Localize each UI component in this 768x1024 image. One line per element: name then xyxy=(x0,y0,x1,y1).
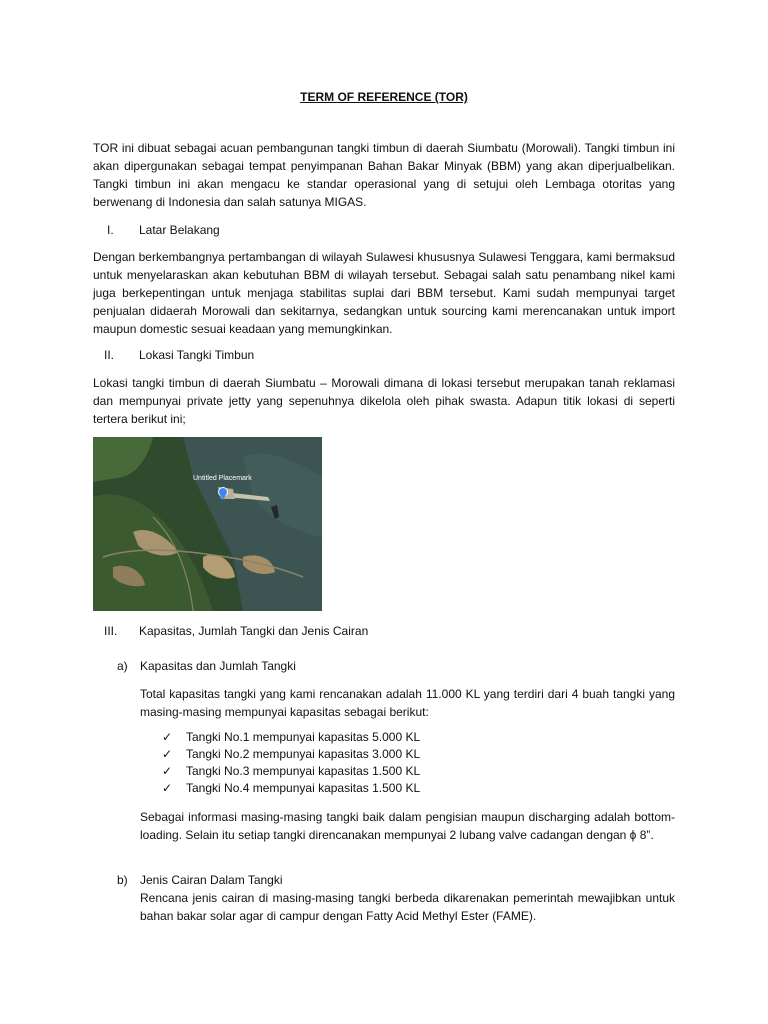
section-1-title: Latar Belakang xyxy=(139,223,220,237)
check-icon: ✓ xyxy=(162,764,173,778)
document-title: TERM OF REFERENCE (TOR) xyxy=(300,90,468,104)
section-1-body: Dengan berkembangnya pertambangan di wilayah Sulawesi khususnya Sulawesi Tenggara, kami bermaksud untuk menyelaraskan akan kebutuhan BBM di wilayah tersebut. Sebagai salah satu penambang nikel kami juga berkepentingan untuk menjaga stabilitas suplai dari BBM tersebut. Kami sudah mempunyai target penjualan didaerah Morowali dan sekitarnya, sedangkan untuk sourcing kami merencanakan untuk import maupun domestic sesuai keadaan yang memungkinkan. xyxy=(93,250,675,336)
section-1-number: I. xyxy=(107,223,114,237)
subsection-a-letter: a) xyxy=(117,659,128,673)
section-3-title: Kapasitas, Jumlah Tangki dan Jenis Cairan xyxy=(139,624,369,638)
section-2-title: Lokasi Tangki Timbun xyxy=(139,348,255,362)
section-2-body: Lokasi tangki timbun di daerah Siumbatu – Morowali dimana di lokasi tersebut merupakan tanah reklamasi dan mempunyai private jetty yang sepenuhnya dikelola oleh pihak swasta. Adapun titik lokasi di seperti tertera berikut ini; xyxy=(93,376,675,426)
section-2-number: II. xyxy=(104,348,115,362)
check-icon: ✓ xyxy=(162,781,173,795)
subsection-a-title: Kapasitas dan Jumlah Tangki xyxy=(140,659,296,673)
subsection-a-note: Sebagai informasi masing-masing tangki baik dalam pengisian maupun discharging adalah bottom-loading. Selain itu setiap tangki direncanakan mempunyai 2 lubang valve cadangan dengan ϕ 8”. xyxy=(140,810,675,842)
subsection-b-body: Rencana jenis cairan di masing-masing tangki berbeda dikarenakan pemerintah mewajibkan untuk bahan bakar solar agar di campur dengan Fatty Acid Methyl Ester (FAME). xyxy=(140,891,675,923)
list-item xyxy=(162,780,420,797)
check-icon: ✓ xyxy=(162,747,173,761)
tank-1-capacity: Tangki No.1 mempunyai kapasitas 5.000 KL xyxy=(186,730,421,744)
list-item xyxy=(162,763,420,780)
check-icon: ✓ xyxy=(162,730,173,744)
tank-2-capacity: Tangki No.2 mempunyai kapasitas 3.000 KL xyxy=(186,747,421,761)
subsection-b-title: Jenis Cairan Dalam Tangki xyxy=(140,873,283,887)
map-placemark-label: Untitled Placemark xyxy=(193,475,252,482)
list-item xyxy=(162,746,420,763)
tank-3-capacity: Tangki No.3 mempunyai kapasitas 1.500 KL xyxy=(186,764,421,778)
intro-paragraph: TOR ini dibuat sebagai acuan pembangunan tangki timbun di daerah Siumbatu (Morowali). Tangki timbun ini akan dipergunakan sebagai tempat penyimpanan Bahan Bakar Minyak (BBM) yang akan diperjualbelikan. Tangki timbun ini akan mengacu ke standar operasional yang di setujui oleh Lembaga otoritas yang berwenang di Indonesia dan salah satunya MIGAS. xyxy=(93,141,675,209)
tank-4-capacity: Tangki No.4 mempunyai kapasitas 1.500 KL xyxy=(186,781,421,795)
tank-capacity-list xyxy=(162,729,420,797)
list-item xyxy=(162,729,420,746)
subsection-a-body: Total kapasitas tangki yang kami rencanakan adalah 11.000 KL yang terdiri dari 4 buah tangki yang masing-masing mempunyai kapasitas sebagai berikut: xyxy=(140,687,675,719)
section-3-number: III. xyxy=(104,624,118,638)
subsection-b-letter: b) xyxy=(117,873,128,887)
satellite-map-image xyxy=(93,437,322,611)
